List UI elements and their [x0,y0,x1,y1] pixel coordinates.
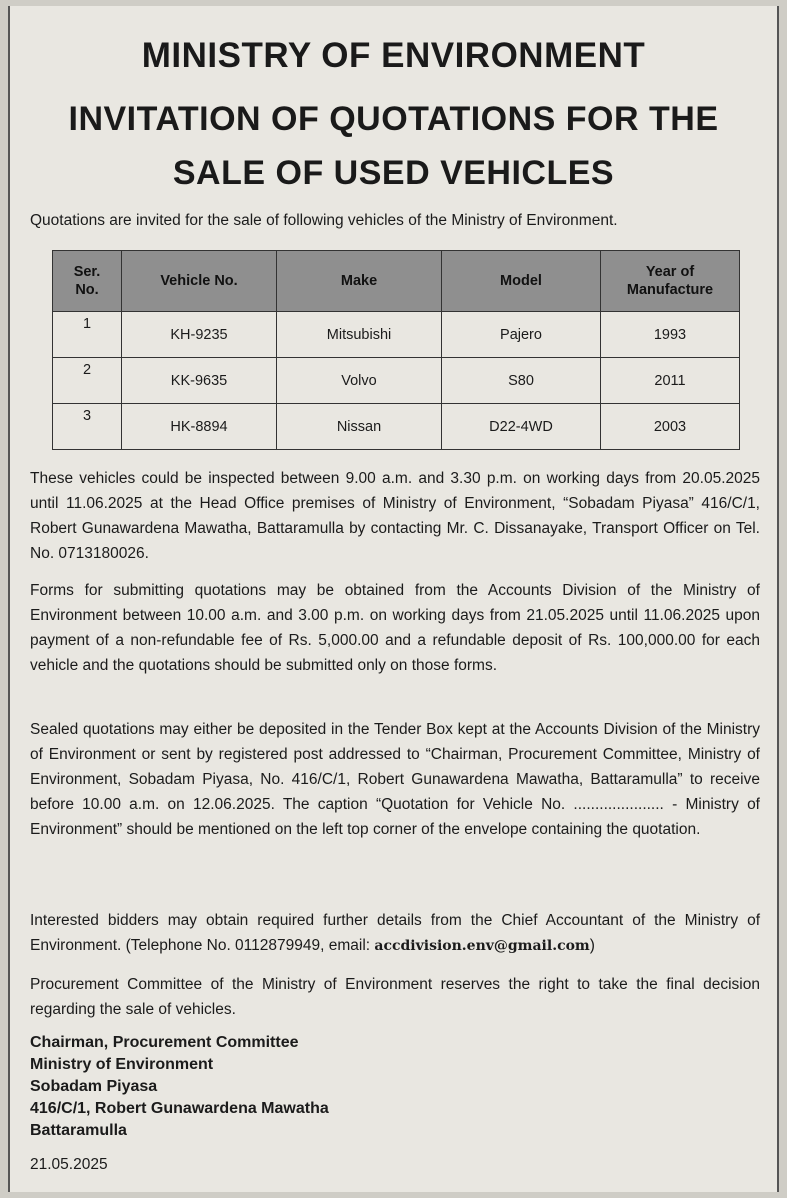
cell-year: 2011 [601,358,740,404]
signature-line: Sobadam Piyasa [30,1078,158,1095]
header-year-line2: Manufacture [626,282,714,298]
header-model: Model [442,251,601,312]
reserve-right-paragraph: Procurement Committee of the Ministry of Environment reserves the right to take the final decision regarding the sale of vehicles. [30,976,760,1018]
table-row [53,312,740,358]
contact-email: accdivision.env@gmail.com [374,938,590,954]
notice-sheet [8,6,779,1192]
cell-vehicle-no: HK-8894 [122,404,277,450]
notice-date: 21.05.2025 [30,1156,108,1173]
cell-model: Pajero [442,312,601,358]
table-row [53,358,740,404]
cell-make: Mitsubishi [277,312,442,358]
cell-model: S80 [442,358,601,404]
forms-paragraph: Forms for submitting quotations may be obtained from the Accounts Division of the Ministry of Environment between 10.00 a.m. and 3.00 p.m. on working days from 21.05.2025 until 11.06.2025 upon payment of a non-refundable fee of Rs. 5,000.00 and a refundable deposit of Rs. 100,000.00 for each vehicle and the quotations should be submitted only on those forms. [30,582,760,674]
signature-line: Ministry of Environment [30,1056,214,1073]
header-ser-line1: Ser. [73,264,101,280]
cell-make: Nissan [277,404,442,450]
further-details-paragraph [30,908,760,959]
vehicles-table [52,250,740,450]
cell-vehicle-no: KK-9635 [122,358,277,404]
intro-text: Quotations are invited for the sale of following vehicles of the Ministry of Environment. [30,212,618,229]
cell-ser: 3 [53,404,122,450]
table-header-row [53,251,740,312]
cell-vehicle-no: KH-9235 [122,312,277,358]
cell-year: 1993 [601,312,740,358]
cell-ser: 2 [53,358,122,404]
invitation-title: INVITATION OF QUOTATIONS FOR THE [68,100,719,138]
further-details-text: Interested bidders may obtain required further details from the Chief Accountant of the Ministry of Environment. (Telephone No. 0112879949, email: [30,912,760,954]
signature-line: Battaramulla [30,1122,127,1139]
further-details-close: ) [589,937,595,954]
header-make: Make [277,251,442,312]
header-ser-line2: No. [75,282,99,298]
header-year-line1: Year of [645,264,695,280]
sealed-quotations-paragraph: Sealed quotations may either be deposited in the Tender Box kept at the Accounts Division of the Ministry of Environment or sent by registered post addressed to “Chairman, Procurement Committee, Ministry of Environment, Sobadam Piyasa, No. 416/C/1, Robert Gunawardena Mawatha, Battaramulla” to receive before 10.00 a.m. on 12.06.2025. The caption “Quotation for Vehicle No. ..................... - Ministry of Environment” should be mentioned on the left top corner of the envelope containing the quotation. [30,721,760,838]
header-vehicle-no: Vehicle No. [122,251,277,312]
table-row [53,404,740,450]
header-year [601,251,740,312]
cell-make: Volvo [277,358,442,404]
header-ser-no [53,251,122,312]
inspection-paragraph: These vehicles could be inspected between 9.00 a.m. and 3.30 p.m. on working days from 20.05.2025 until 11.06.2025 at the Head Office premises of Ministry of Environment, “Sobadam Piyasa” 416/C/1, Robert Gunawardena Mawatha, Battaramulla by contacting Mr. C. Dissanayake, Transport Officer on Tel. No. 0713180026. [30,470,760,562]
cell-ser: 1 [53,312,122,358]
cell-year: 2003 [601,404,740,450]
sale-title: SALE OF USED VEHICLES [172,154,615,192]
signature-block [30,1032,329,1142]
cell-model: D22-4WD [442,404,601,450]
ministry-title: MINISTRY OF ENVIRONMENT [141,36,646,75]
signature-line: 416/C/1, Robert Gunawardena Mawatha [30,1100,329,1117]
signature-line: Chairman, Procurement Committee [30,1034,299,1051]
